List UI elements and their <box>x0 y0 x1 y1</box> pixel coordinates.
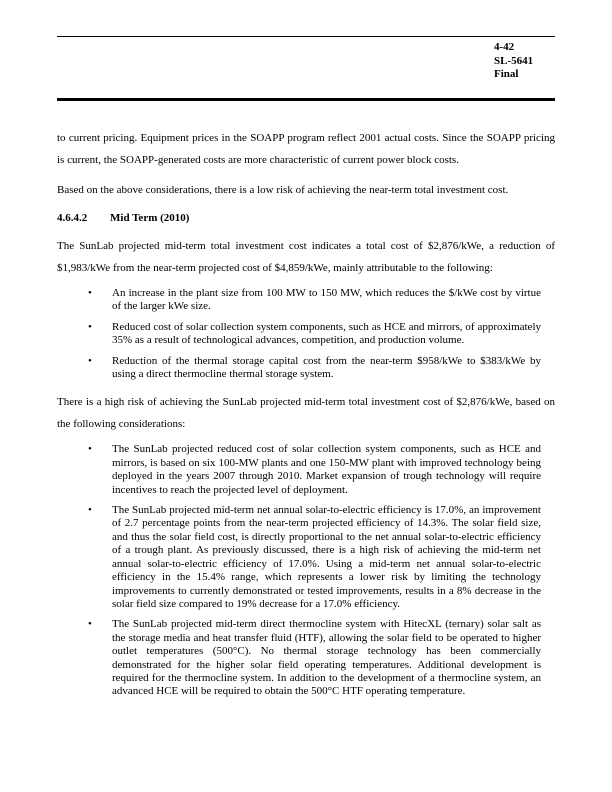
header-top-rule <box>57 36 555 37</box>
bullet-icon: • <box>88 618 92 631</box>
paragraph-midterm-cost: The SunLab projected mid-term total investment cost indicates a total cost of $2,876/kWe, a reduction of $1,983/kWe from the near-term projected cost of $4,859/kWe, mainly attributable to the following: <box>57 240 555 274</box>
bullet-list-risk-considerations <box>88 443 541 698</box>
bullet-text: Reduction of the thermal storage capital cost from the near-term $958/kWe to $383/kWe by using a direct thermocline thermal storage system. <box>112 354 541 381</box>
bullet-list-cost-reductions <box>88 287 541 381</box>
page-number: 4-42 <box>494 41 515 53</box>
bullet-text: Reduced cost of solar collection system components, such as HCE and mirrors, of approximately 35% as a result of technological advances, competition, and production volume. <box>112 320 541 347</box>
bullet-item <box>88 287 541 314</box>
paragraph-high-risk: There is a high risk of achieving the SunLab projected mid-term total investment cost of $2,876/kWe, based on the following considerations: <box>57 396 555 431</box>
bullet-item <box>88 504 541 611</box>
bullet-icon: • <box>88 354 92 367</box>
bullet-item <box>88 618 541 698</box>
bullet-text: The SunLab projected reduced cost of solar collection system components, such as HCE and mirrors, is based on six 100-MW plants and one 150-MW plant with improved technology being deployed in the years 2007 through 2010. Market expansion of trough technology will require incentives to reach the projected level of deployment. <box>112 443 541 496</box>
bullet-text: An increase in the plant size from 100 MW to 150 MW, which reduces the $/kWe cost by virtue of the larger kWe size. <box>112 287 541 313</box>
header-bottom-rule <box>57 98 555 101</box>
bullet-icon: • <box>88 320 92 333</box>
paragraph-current-pricing: to current pricing. Equipment prices in the SOAPP program reflect 2001 actual costs. Since the SOAPP pricing is current, the SOAPP-generated costs are more characteristic of current power block costs. <box>57 132 555 166</box>
bullet-item <box>88 321 541 348</box>
section-title: Mid Term (2010) <box>110 212 190 224</box>
section-number: 4.6.4.2 <box>57 212 88 224</box>
page-header <box>494 41 533 82</box>
doc-status: Final <box>494 68 519 80</box>
bullet-icon: • <box>88 287 92 299</box>
page-content <box>57 127 555 709</box>
bullet-icon: • <box>88 504 92 517</box>
bullet-text: The SunLab projected mid-term net annual solar-to-electric efficiency is 17.0%, an improvement of 2.7 percentage points from the near-term projected efficiency of 14.3%. The solar field size, and thus the solar field cost, is directly proportional to the net annual solar-to-electric efficiency of a trough plant. As previously discussed, there is a high risk of achieving the mid-term net annual solar-to-electric efficiency of 17.0%. Using a mid-term net annual solar-to-electric efficiency in the 15.4% range, which represents a lower risk by limiting the technology improvements to currently demonstrated or tested improvements, results in a 8% decrease in the solar field size compared to 19% decrease for a 17.0% efficiency. <box>112 504 541 610</box>
paragraph-low-risk: Based on the above considerations, there is a low risk of achieving the near-term total investment cost. <box>57 184 509 196</box>
section-heading <box>57 211 555 225</box>
doc-number: SL-5641 <box>494 54 534 67</box>
bullet-text: The SunLab projected mid-term direct thermocline system with HitecXL (ternary) solar salt as the storage media and heat transfer fluid (HTF), allowing the solar field to be operated to higher outlet temperatures (500°C). No thermal storage technology has been commercially demonstrated for the higher solar field operating temperatures. Additional development is required for the thermocline system. In addition to the development of a thermocline system, an advanced HCE will be required to obtain the 500°C HTF operating temperature. <box>112 618 541 698</box>
bullet-item <box>88 443 541 497</box>
bullet-item <box>88 355 541 382</box>
bullet-icon: • <box>88 443 92 456</box>
